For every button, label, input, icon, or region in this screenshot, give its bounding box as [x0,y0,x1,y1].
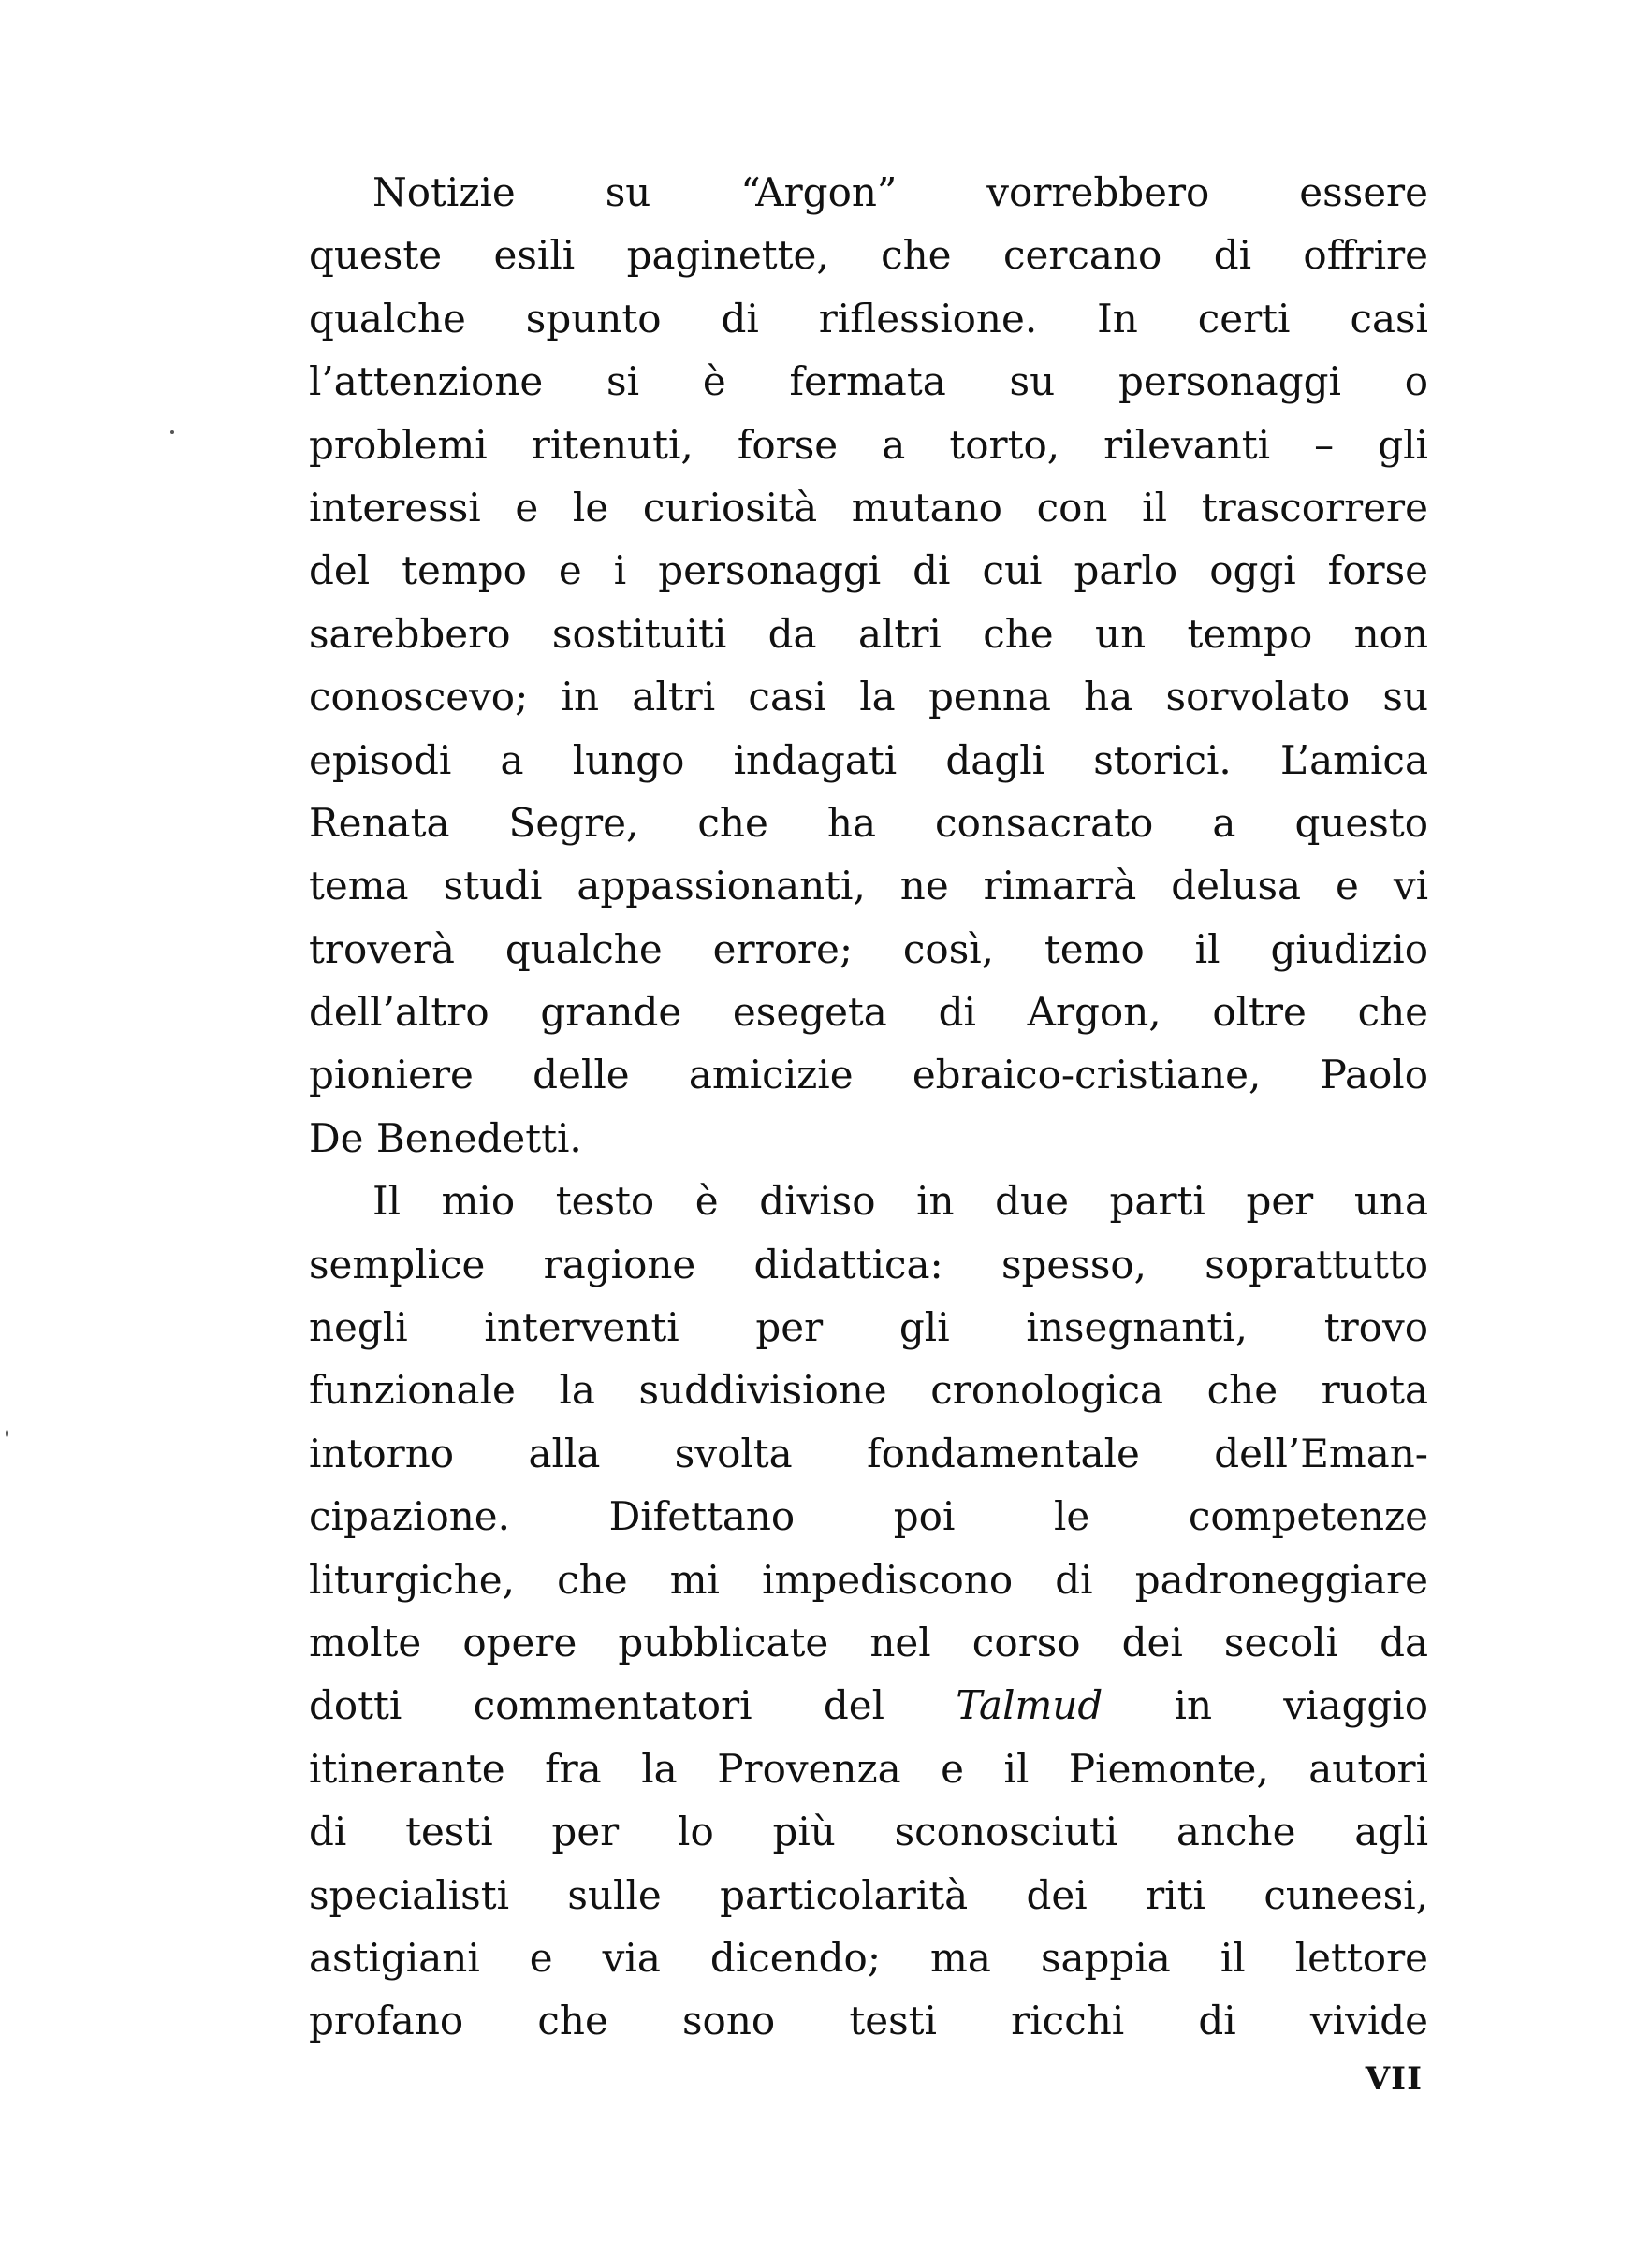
text-line: specialisti sulle particolarità dei riti cuneesi, [309,1871,1428,1918]
italic-word-talmud: Talmud [956,1682,1103,1729]
text-line: conoscevo; in altri casi la penna ha sorvolato su [309,674,1428,720]
text-line: liturgiche, che mi impediscono di padroneggiare [309,1556,1428,1603]
text-line: queste esili paginette, che cercano di offrire [309,232,1428,279]
text-line: di testi per lo più sconosciuti anche agli [309,1809,1428,1855]
text-fragment: in viaggio [1174,1682,1428,1729]
text-line: itinerante fra la Provenza e il Piemonte, autori [309,1745,1428,1792]
scan-speck [170,430,174,434]
text-line: funzionale la suddivisione cronologica che ruota [309,1367,1428,1414]
scan-speck [6,1430,8,1437]
text-line: interessi e le curiosità mutano con il trascorrere [309,484,1428,531]
text-line: qualche spunto di riflessione. In certi casi [309,295,1428,342]
text-line: sarebbero sostituiti da altri che un tempo non [309,610,1428,657]
text-line: problemi ritenuti, forse a torto, rilevanti – gli [309,421,1428,468]
text-line: episodi a lungo indagati dagli storici. L’amica [309,736,1428,783]
page-number: VII [1365,2060,1423,2098]
text-line: l’attenzione si è fermata su personaggi o [309,358,1428,405]
text-line: cipazione. Difettano poi le competenze [309,1493,1428,1540]
text-line: astigiani e via dicendo; ma sappia il lettore [309,1934,1428,1981]
text-line: Renata Segre, che ha consacrato a questo [309,799,1428,846]
text-line: intorno alla svolta fondamentale dell’Eman- [309,1430,1428,1476]
text-line: tema studi appassionanti, ne rimarrà delusa e vi [309,863,1428,909]
text-line: troverà qualche errore; così, temo il giudizio [309,925,1428,972]
text-line: semplice ragione didattica: spesso, soprattutto [309,1241,1428,1287]
text-line: Notizie su “Argon” vorrebbero essere [372,169,1428,215]
text-line-talmud [309,1674,1428,1737]
text-line: dell’altro grande esegeta di Argon, oltre che [309,989,1428,1036]
text-line: Il mio testo è diviso in due parti per una [372,1178,1428,1225]
text-line: De Benedetti. [309,1114,582,1161]
text-line: molte opere pubblicate nel corso dei secoli da [309,1619,1428,1665]
text-line: pioniere delle amicizie ebraico-cristiane, Paolo [309,1052,1428,1098]
body-text [309,161,1428,2053]
text-line: del tempo e i personaggi di cui parlo oggi forse [309,547,1428,594]
text-line: negli interventi per gli insegnanti, trovo [309,1304,1428,1351]
text-fragment: dotti commentatori del [309,1682,885,1729]
text-line: profano che sono testi ricchi di vivide [309,1998,1428,2044]
